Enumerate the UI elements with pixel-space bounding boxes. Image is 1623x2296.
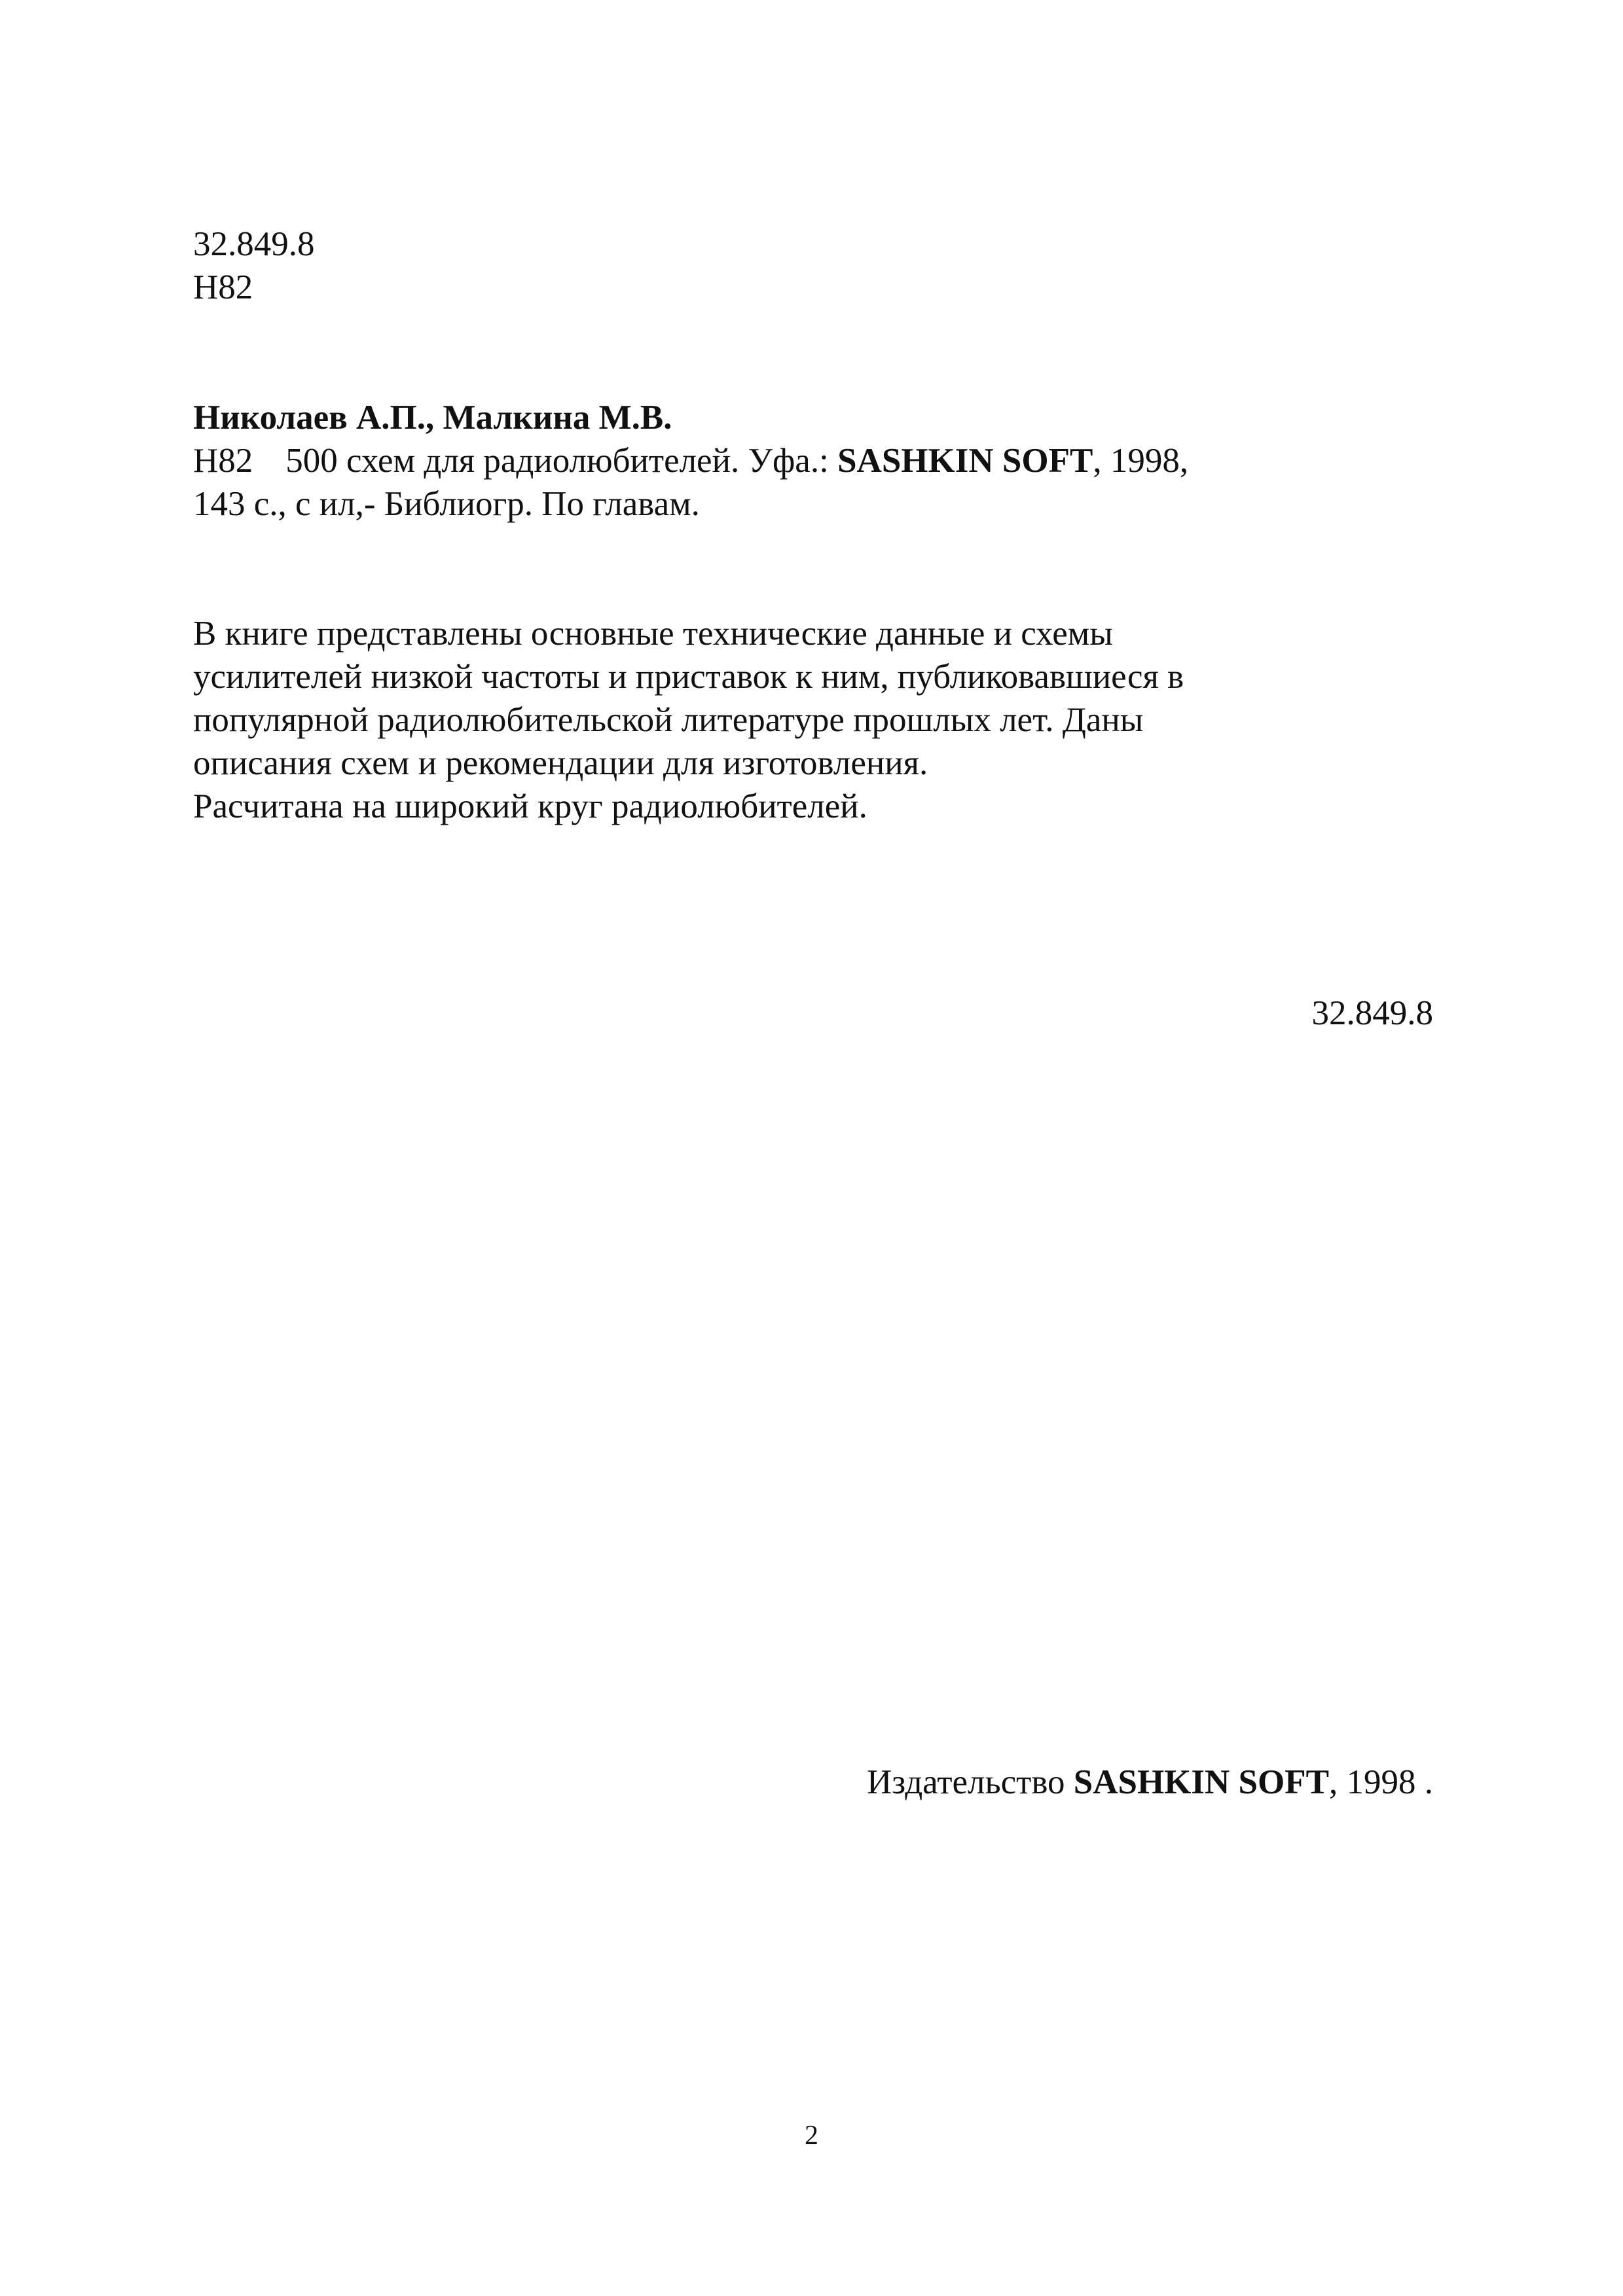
udc-code: 32.849.8 xyxy=(193,225,315,263)
author-mark: Н82 xyxy=(193,268,253,306)
annotation-line: популярной радиолюбительской литературе прошлых лет. Даны xyxy=(193,701,1144,739)
publisher-imprint xyxy=(867,1761,1433,1804)
annotation xyxy=(193,612,1184,828)
publisher-year: , 1998 . xyxy=(1329,1763,1433,1801)
publisher-prefix: Издательство xyxy=(866,1763,1074,1801)
catalog-block xyxy=(193,223,315,309)
publisher-name-footer: SASHKIN SOFT xyxy=(1073,1763,1329,1801)
publisher-name: SASHKIN SOFT xyxy=(837,442,1093,480)
title-line xyxy=(193,439,1188,482)
annotation-line: усилителей низкой частоты и приставок к ним, публиковавшиеся в xyxy=(193,658,1184,696)
annotation-line: В книге представлены основные технические данные и схемы xyxy=(193,615,1113,653)
bibliographic-record xyxy=(193,396,1188,526)
book-title: 500 схем для радиолюбителей. Уфа.: xyxy=(285,442,838,480)
annotation-line: описания схем и рекомендации для изготовления. xyxy=(193,744,928,782)
annotation-line: Расчитана на широкий круг радиолюбителей. xyxy=(193,787,867,825)
udc-code-right: 32.849.8 xyxy=(1311,994,1433,1032)
page-number: 2 xyxy=(805,2121,818,2151)
publication-year: , 1998, xyxy=(1093,442,1189,480)
authors: Николаев А.П., Малкина М.В. xyxy=(193,399,672,437)
physical-description: 143 с., с ил,- Библиогр. По главам. xyxy=(193,485,700,523)
title-author-mark: Н82 xyxy=(193,442,253,480)
